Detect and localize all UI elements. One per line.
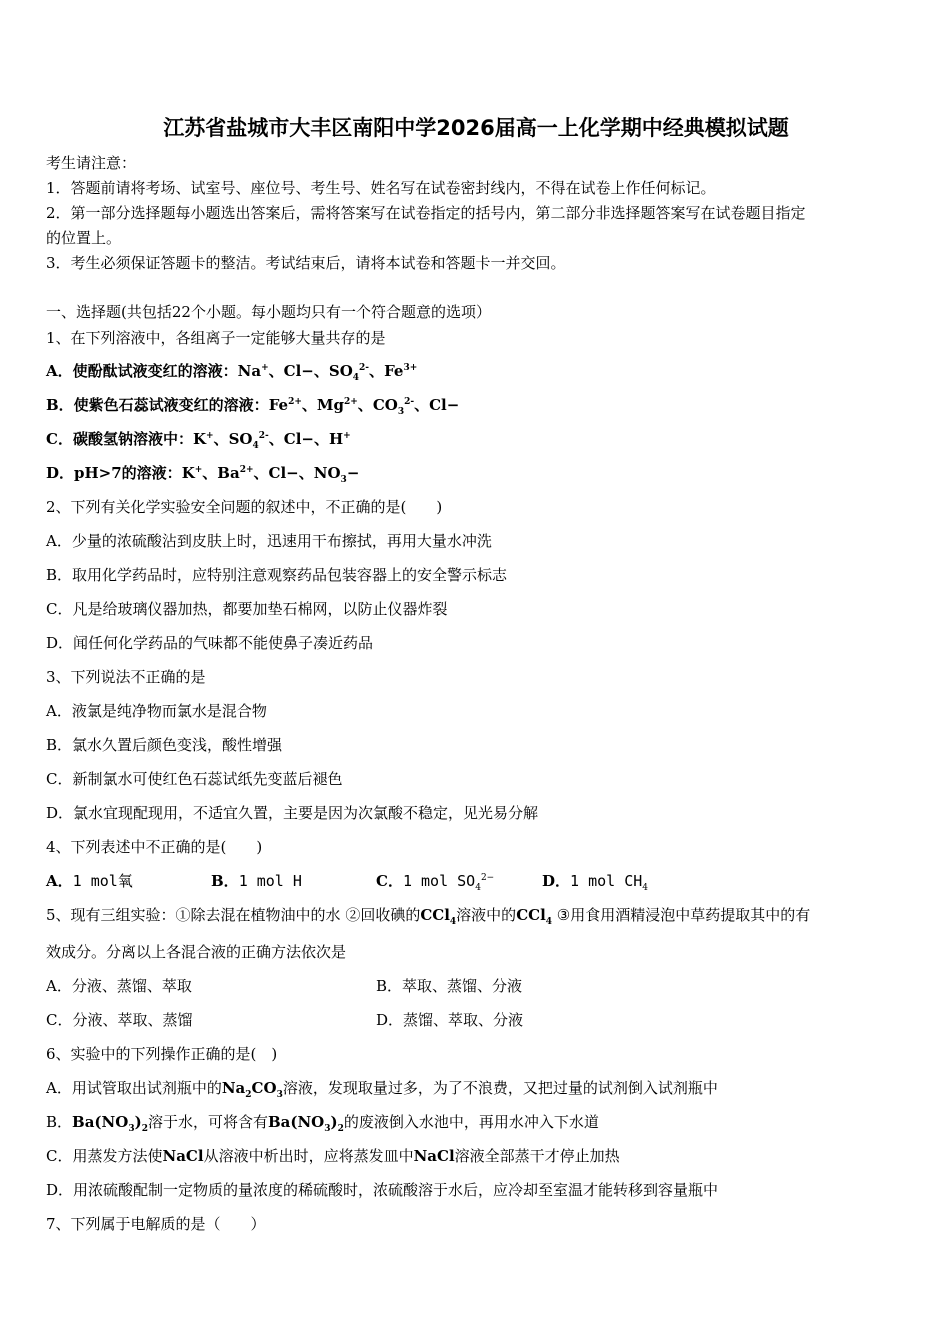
- q1-stem: 1、在下列溶液中，各组离子一定能够大量共存的是: [46, 329, 386, 347]
- q5-option-c[interactable]: C．分液、萃取、蒸馏: [46, 1011, 193, 1029]
- q5-stem-line2: 效成分。分离以上各混合液的正确方法依次是: [46, 943, 347, 961]
- q6-option-a[interactable]: A．用试管取出试剂瓶中的$Na_2CO_3$溶液，发现取量过多，为了不浪费，又把过量的试剂倒入试剂瓶中: [46, 1079, 718, 1100]
- section-heading: 一、选择题(共包括22个小题。每小题均只有一个符合题意的选项）: [46, 303, 491, 321]
- q1-option-b[interactable]: B．使紫色石蕊试液变红的溶液：$Fe^{2+}$、$Mg^{2+}$、$CO_3^{2-}$、Cl−: [46, 396, 460, 417]
- q4-option-c[interactable]: C．1 mol $SO_4^{2-}$: [376, 872, 495, 893]
- q6-option-c[interactable]: C．用蒸发方法使NaCl从溶液中析出时，应将蒸发皿中NaCl溶液全部蒸干才停止加热: [46, 1147, 620, 1165]
- q3-option-c[interactable]: C．新制氯水可使红色石蕊试纸先变蓝后褪色: [46, 770, 343, 788]
- q1-option-c[interactable]: C．碳酸氢钠溶液中：K+、$SO_4^{2-}$、Cl−、H+: [46, 430, 351, 451]
- q3-option-a[interactable]: A．液氯是纯净物而氯水是混合物: [46, 702, 267, 720]
- q1-option-a[interactable]: A．使酚酞试液变红的溶液：Na+、Cl−、$SO_4^{2-}$、$Fe^{3+}$: [46, 362, 418, 383]
- q5-option-d[interactable]: D．蒸馏、萃取、分液: [376, 1011, 524, 1029]
- notice-item-2-cont: 的位置上。: [46, 229, 122, 247]
- q3-option-d[interactable]: D．氯水宜现配现用，不适宜久置，主要是因为次氯酸不稳定，见光易分解: [46, 804, 539, 822]
- q6-stem: 6、实验中的下列操作正确的是( ): [46, 1045, 278, 1063]
- notice-heading: 考生请注意：: [46, 154, 137, 172]
- q2-option-d[interactable]: D．闻任何化学药品的气味都不能使鼻子凑近药品: [46, 634, 374, 652]
- q7-stem: 7、下列属于电解质的是（ ）: [46, 1215, 266, 1233]
- q2-option-a[interactable]: A．少量的浓硫酸沾到皮肤上时，迅速用干布擦拭，再用大量水冲洗: [46, 532, 492, 550]
- page-title: 江苏省盐城市大丰区南阳中学2026届高一上化学期中经典模拟试题: [163, 116, 789, 140]
- q2-option-c[interactable]: C．凡是给玻璃仪器加热，都要加垫石棉网，以防止仪器炸裂: [46, 600, 448, 618]
- notice-item-2: 2．第一部分选择题每小题选出答案后，需将答案写在试卷指定的括号内，第二部分非选择题答案写在试卷题目指定: [46, 204, 806, 222]
- notice-item-3: 3．考生必须保证答题卡的整洁。考试结束后，请将本试卷和答题卡一并交回。: [46, 254, 566, 272]
- q5-stem-line1: 5、现有三组实验：①除去混在植物油中的水 ②回收碘的CCl$_4$溶液中的CCl$_4$ ③用食用酒精浸泡中草药提取其中的有: [46, 906, 811, 927]
- q4-option-b[interactable]: B．1 mol H: [211, 872, 302, 890]
- q2-stem: 2、下列有关化学实验安全问题的叙述中，不正确的是( ): [46, 498, 443, 516]
- q1-option-d[interactable]: D．pH>7的溶液：K+、$Ba^{2+}$、Cl−、$NO_3-$: [46, 464, 360, 485]
- q3-stem: 3、下列说法不正确的是: [46, 668, 206, 686]
- q2-option-b[interactable]: B．取用化学药品时，应特别注意观察药品包装容器上的安全警示标志: [46, 566, 508, 584]
- q3-option-b[interactable]: B．氯水久置后颜色变浅，酸性增强: [46, 736, 283, 754]
- q4-stem: 4、下列表述中不正确的是( ): [46, 838, 263, 856]
- q6-option-d[interactable]: D．用浓硫酸配制一定物质的量浓度的稀硫酸时，浓硫酸溶于水后，应冷却至室温才能转移到容量瓶中: [46, 1181, 719, 1199]
- notice-item-1: 1．答题前请将考场、试室号、座位号、考生号、姓名写在试卷密封线内，不得在试卷上作任何标记。: [46, 179, 716, 197]
- q5-option-b[interactable]: B．萃取、蒸馏、分液: [376, 977, 523, 995]
- q4-option-d[interactable]: D．1 mol $CH_4$: [542, 872, 648, 893]
- q6-option-b[interactable]: B．$Ba(NO_3)_2$溶于水，可将含有$Ba(NO_3)_2$的废液倒入水池中，再用水冲入下水道: [46, 1113, 599, 1134]
- q4-option-a[interactable]: A．1 mol氧: [46, 872, 133, 890]
- q5-option-a[interactable]: A．分液、蒸馏、萃取: [46, 977, 192, 995]
